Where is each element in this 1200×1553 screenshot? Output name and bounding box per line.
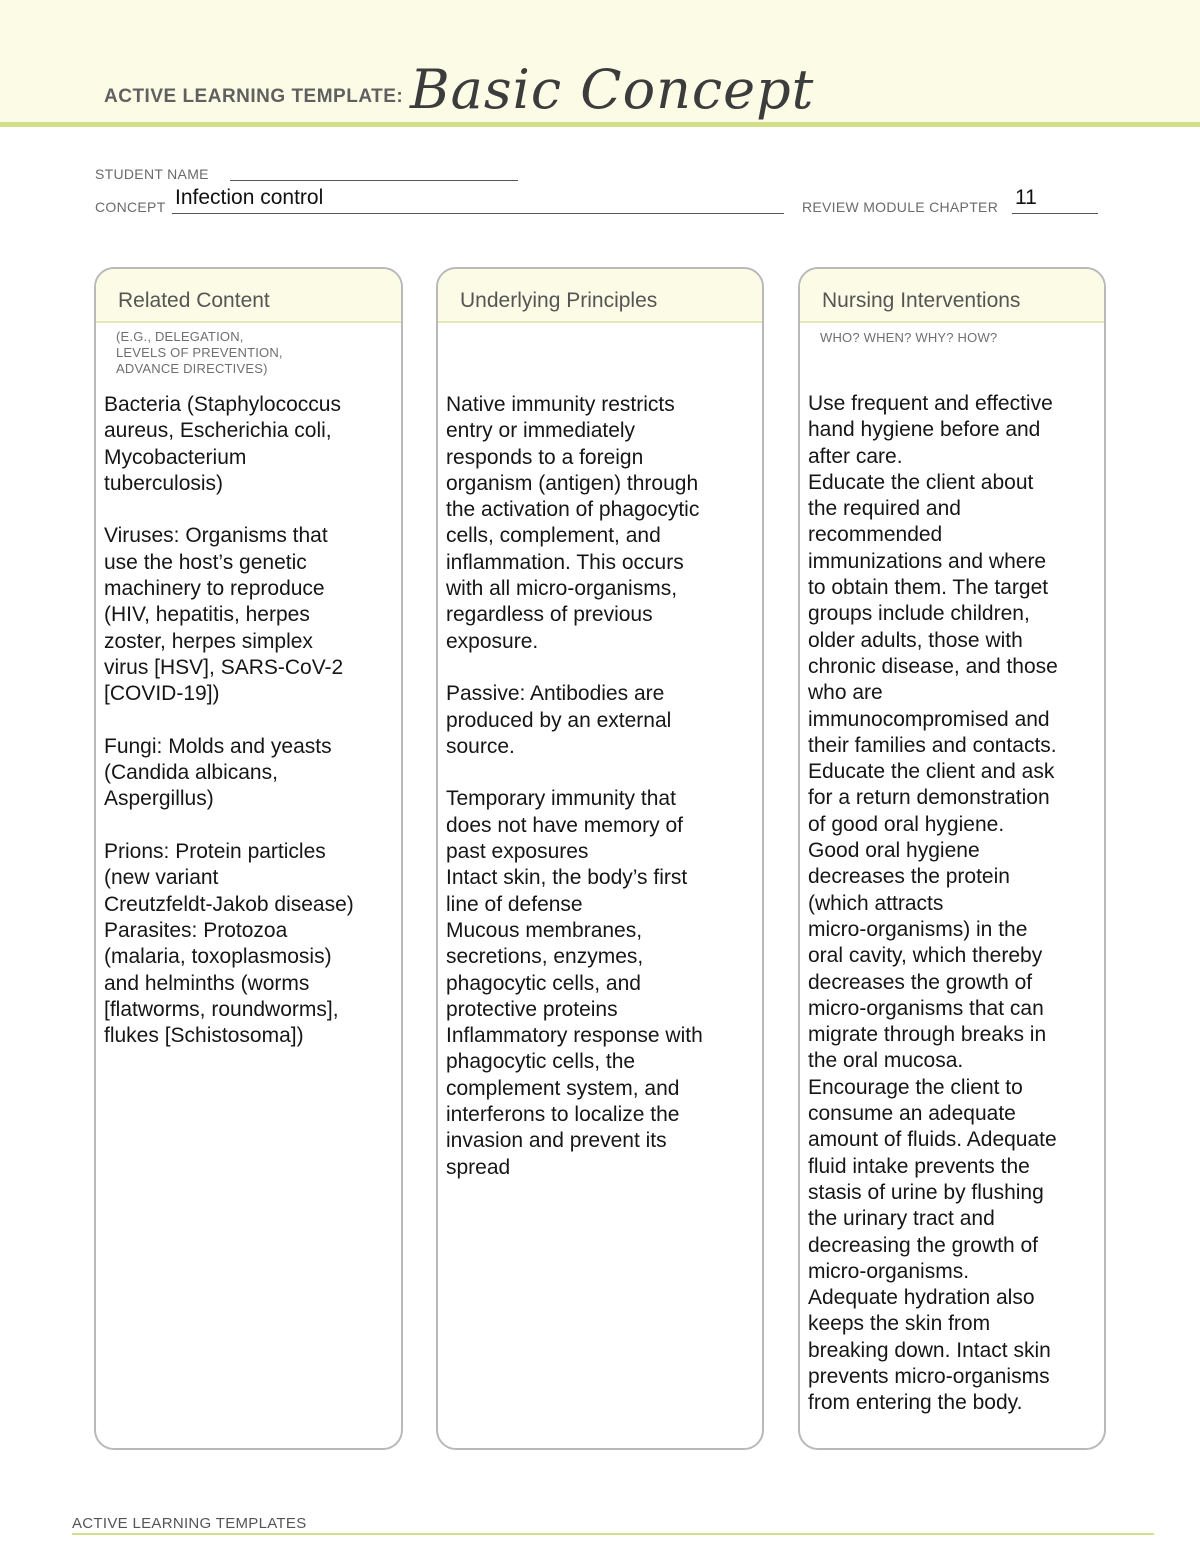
panel-title: Related Content bbox=[118, 289, 270, 312]
panel-title: Underlying Principles bbox=[460, 289, 658, 312]
panel-underlying-principles bbox=[436, 267, 764, 1450]
header-rule bbox=[0, 122, 1200, 127]
panel-title: Nursing Interventions bbox=[822, 289, 1021, 312]
student-name-field[interactable] bbox=[230, 180, 518, 181]
panel-subtitle: (E.G., DELEGATION, LEVELS OF PREVENTION, ADVANCE DIRECTIVES) bbox=[116, 329, 283, 376]
concept-label: CONCEPT bbox=[95, 199, 166, 215]
footer-rule bbox=[72, 1533, 1154, 1535]
panel-body[interactable]: Bacteria (Staphylococcus aureus, Escherichia coli, Mycobacterium tuberculosis) Viruses: Organisms that use the host’s genetic machinery to reproduce (HIV, hepatitis, herpes zoster, herpes simplex virus [HSV], SARS-CoV-2 [COVID-19]) Fungi: Molds and yeasts (Candida albicans, Aspergillus) Prions: Protein particles (new variant Creutzfeldt-Jakob disease) Parasites: Protozoa (malaria, toxoplasmosis) and helminths (worms [flatworms, roundworms], flukes [Schistosoma]) bbox=[104, 393, 354, 1048]
template-label: ACTIVE LEARNING TEMPLATE: bbox=[104, 86, 404, 107]
review-module-field[interactable] bbox=[1012, 213, 1098, 214]
concept-field[interactable] bbox=[172, 213, 784, 214]
concept-value: Infection control bbox=[175, 186, 324, 209]
panel-body[interactable]: Use frequent and effective hand hygiene before and after care. Educate the client about the required and recommended immunizations and where to obtain them. The target groups include children, older adults, those with chronic disease, and those who are immunocompromised and their families and contacts. Educate the client and ask for a return demonstration of good oral hygiene. Good oral hygiene decreases the protein (which attracts micro-organisms) in the oral cavity, which thereby decreases the growth of micro-organisms that can migrate through breaks in the oral mucosa. Encourage the client to consume an adequate amount of fluids. Adequate fluid intake prevents the stasis of urine by flushing the urinary tract and decreasing the growth of micro-organisms. Adequate hydration also keeps the skin from breaking down. Intact skin prevents micro-organisms from entering the body. bbox=[808, 392, 1058, 1415]
panel-body[interactable]: Native immunity restricts entry or immediately responds to a foreign organism (antigen) through the activation of phagocytic cells, complement, and inflammation. This occurs with all micro-organisms, regardless of previous exposure. Passive: Antibodies are produced by an external source. Temporary immunity that does not have memory of past exposures Intact skin, the body’s first line of defense Mucous membranes, secretions, enzymes, phagocytic cells, and protective proteins Inflammatory response with phagocytic cells, the complement system, and interferons to localize the invasion and prevent its spread bbox=[446, 393, 703, 1179]
panel-nursing-interventions bbox=[798, 267, 1106, 1450]
footer-label: ACTIVE LEARNING TEMPLATES bbox=[72, 1515, 307, 1532]
review-module-value: 11 bbox=[1015, 186, 1037, 209]
student-name-label: STUDENT NAME bbox=[95, 166, 209, 182]
panel-related-content bbox=[94, 267, 403, 1450]
review-module-label: REVIEW MODULE CHAPTER bbox=[802, 199, 999, 215]
panel-subtitle: WHO? WHEN? WHY? HOW? bbox=[820, 330, 998, 345]
template-title: Basic Concept bbox=[410, 58, 815, 121]
